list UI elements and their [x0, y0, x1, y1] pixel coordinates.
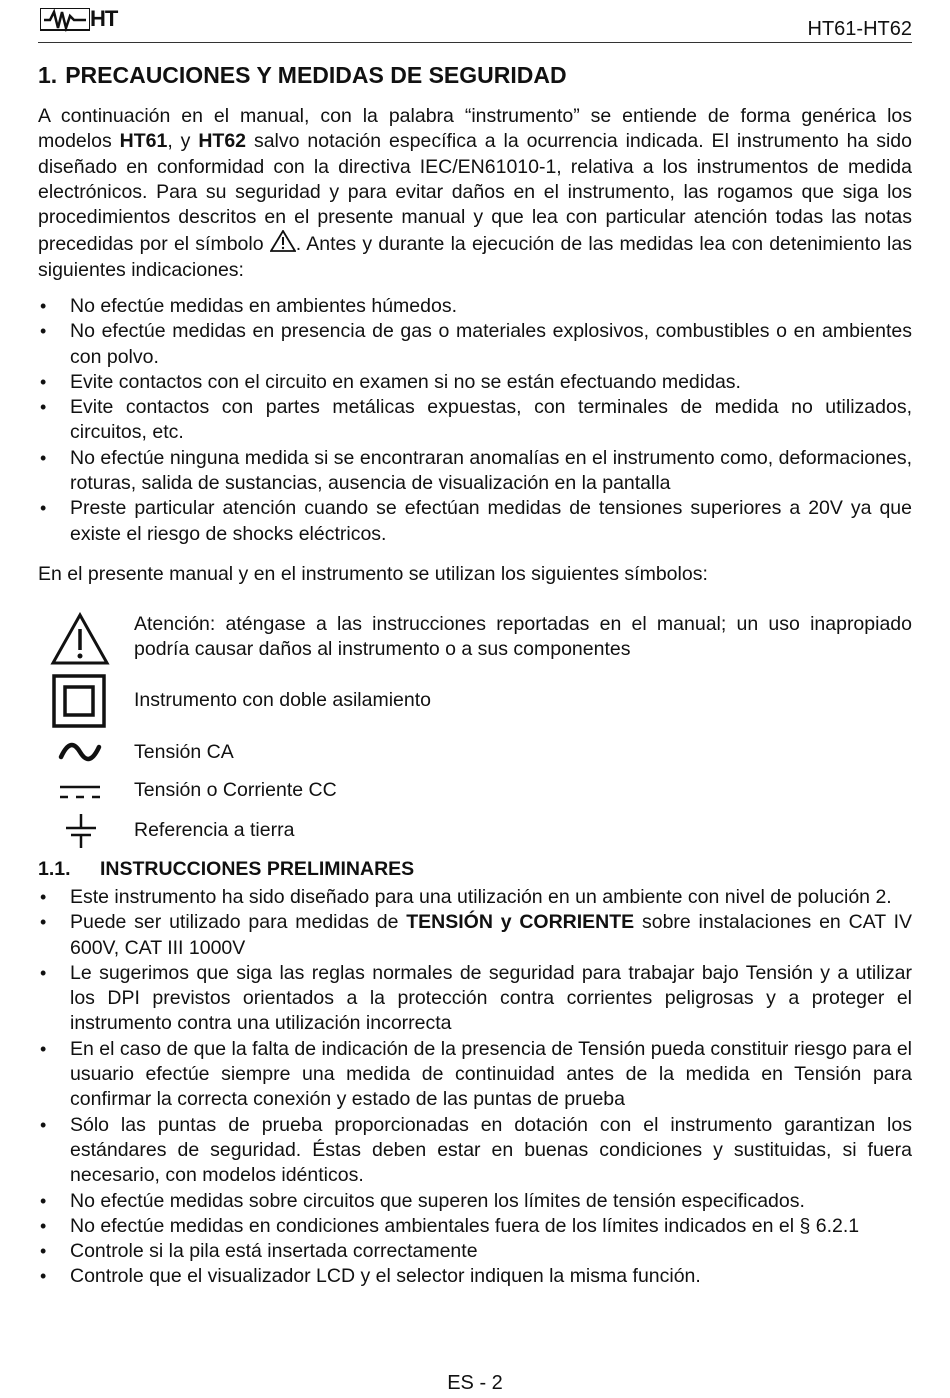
- list-item: • Le sugerimos que siga las reglas normales de seguridad para trabajar bajo Tensión y a utilizar los DPI previstos orientados a la protección contra corrientes peligrosas y a proteger el instrumento contra una utilización incorrecta: [40, 961, 912, 1035]
- intro-text-1: A continuación en el manual, con la palabra “instrumento” se entiende de forma genérica los modelos: [38, 105, 912, 153]
- list-item-text: Controle si la pila está insertada correctamente: [70, 1240, 478, 1263]
- list-item-text: No efectúe medidas en ambientes húmedos.: [70, 295, 457, 317]
- list-item-text: Evite contactos con partes metálicas expuestas, con terminales de medida no utilizados, circuitos, etc.: [70, 396, 912, 444]
- symbol-text: Instrumento con doble asilamiento: [134, 689, 432, 711]
- safety-list: [38, 294, 912, 547]
- list-item-text: Sólo las puntas de prueba proporcionadas en dotación con el instrumento garantizan los estándares de seguridad. Éstas deben estar en buenas condiciones y sustituidas, si fuera necesario, con modelos idénticos.: [70, 1113, 912, 1187]
- double-insulation-icon: [52, 674, 106, 728]
- list-item: • No efectúe medidas en ambientes húmedos.: [40, 295, 457, 317]
- intro-text-3: salvo notación específica a la ocurrencia indicada. El instrumento ha sido diseñado en conformidad con la directiva IEC/EN61010-1, relativa a los instrumentos de medida electrónicos. Para su seguridad y para evitar daños en el instrumento, las rogamos que siga los procedimientos descritos en el presente manual y que lea con particular atención todas las notas precedidas por el símbolo: [38, 130, 912, 256]
- section-title: [38, 62, 567, 89]
- ac-voltage-icon: [58, 740, 102, 764]
- list-item: • Evite contactos con el circuito en examen si no se están efectuando medidas.: [40, 370, 741, 393]
- inline-warning-icon: [270, 230, 296, 252]
- list-item-text: En el caso de que la falta de indicación de la presencia de Tensión pueda constituir riesgo para el usuario efectúe siempre una medida de continuidad antes de la medida en Tensión para confirmar la correcta conexión y estado de las puntas de prueba: [70, 1037, 912, 1111]
- list-item-text: Puede ser utilizado para medidas de: [70, 911, 407, 934]
- symbol-text: Atención: aténgase a las instrucciones reportadas en el manual; un uso inapropiado podría causar daños al instrumento o a sus componentes: [134, 613, 912, 661]
- list-item-text: Este instrumento ha sido diseñado para una utilización en un ambiente con nivel de polución 2.: [70, 886, 892, 908]
- symbol-text: Tensión o Corriente CC: [134, 779, 337, 801]
- list-item-text: Le sugerimos que siga las reglas normales de seguridad para trabajar bajo Tensión y a utilizar los DPI previstos orientados a la protección contra corrientes peligrosas y a proteger el instrumento contra una utilización incorrecta: [70, 961, 912, 1035]
- list-item: • En el caso de que la falta de indicación de la presencia de Tensión pueda constituir riesgo para el usuario efectúe siempre una medida de continuidad antes de la medida en Tensión para confirmar la correcta conexión y estado de las puntas de prueba: [40, 1037, 912, 1111]
- list-item-text: No efectúe medidas en presencia de gas o materiales explosivos, combustibles o en ambientes con polvo.: [70, 320, 912, 368]
- warning-triangle-icon: [50, 612, 110, 666]
- ground-icon: [64, 814, 98, 850]
- symbol-text: Referencia a tierra: [134, 819, 295, 841]
- logo-text: HT: [90, 6, 118, 31]
- list-item: • No efectúe medidas sobre circuitos que superen los límites de tensión especificados.: [40, 1189, 805, 1212]
- ht-logo: [40, 6, 130, 30]
- subsection-number: 1.1.: [38, 858, 71, 880]
- page-number: ES - 2: [447, 1372, 503, 1394]
- list-item-text: sobre instalaciones en CAT IV 600V, CAT III 1000V: [70, 911, 912, 959]
- dc-voltage-icon: [60, 782, 100, 802]
- list-item: • Evite contactos con partes metálicas expuestas, con terminales de medida no utilizados, circuitos, etc.: [40, 396, 912, 444]
- list-item-bold: TENSIÓN y CORRIENTE: [406, 911, 635, 934]
- list-item: • Puede ser utilizado para medidas de TENSIÓN y CORRIENTE sobre instalaciones en CAT IV 600V, CAT III 1000V: [40, 911, 912, 959]
- list-item-text: Controle que el visualizador LCD y el selector indiquen la misma función.: [70, 1265, 701, 1288]
- intro-text-4: . Antes y durante la ejecución de las medidas lea con detenimiento las siguientes indicaciones:: [38, 233, 912, 281]
- intro-paragraph: [38, 104, 912, 283]
- list-item-text: Evite contactos con el circuito en examen si no se están efectuando medidas.: [70, 370, 741, 393]
- model-ht62: HT62: [198, 130, 247, 153]
- list-item: • Preste particular atención cuando se efectúan medidas de tensiones superiores a 20V ya que existe el riesgo de shocks eléctricos.: [40, 497, 912, 545]
- intro-text-2: , y: [167, 130, 199, 153]
- model-ht61: HT61: [119, 130, 168, 153]
- list-item-text: No efectúe medidas sobre circuitos que superen los límites de tensión especificados.: [70, 1189, 805, 1212]
- list-item: • Este instrumento ha sido diseñado para una utilización en un ambiente con nivel de polución 2.: [40, 886, 892, 908]
- list-item-text: No efectúe medidas en condiciones ambientales fuera de los límites indicados en el § 6.2.1: [70, 1214, 860, 1237]
- preliminary-list: [38, 885, 912, 1290]
- list-item: • Controle que el visualizador LCD y el selector indiquen la misma función.: [40, 1265, 701, 1288]
- logo-wave-icon: [40, 8, 90, 32]
- section-number: 1.: [38, 62, 58, 88]
- list-item: • No efectúe ninguna medida si se encontraran anomalías en el instrumento como, deformaciones, roturas, salida de sustancias, ausencia de visualización en la pantalla: [40, 446, 912, 495]
- subsection-title-text: INSTRUCCIONES PRELIMINARES: [100, 858, 415, 880]
- symbols-intro: En el presente manual y en el instrumento se utilizan los siguientes símbolos:: [38, 563, 708, 585]
- page-header: [38, 4, 912, 43]
- list-item: • Sólo las puntas de prueba proporcionadas en dotación con el instrumento garantizan los estándares de seguridad. Éstas deben estar en buenas condiciones y sustituidas, si fuera necesario, con modelos idénticos.: [40, 1113, 912, 1187]
- list-item: • No efectúe medidas en presencia de gas o materiales explosivos, combustibles o en ambientes con polvo.: [40, 320, 912, 368]
- list-item-text: No efectúe ninguna medida si se encontraran anomalías en el instrumento como, deformaciones, roturas, salida de sustancias, ausencia de visualización en la pantalla: [70, 446, 912, 495]
- subsection-title: [38, 858, 414, 881]
- list-item: • Controle si la pila está insertada correctamente: [40, 1240, 478, 1263]
- model-label: HT61-HT62: [807, 18, 912, 40]
- section-title-text: PRECAUCIONES Y MEDIDAS DE SEGURIDAD: [65, 62, 567, 88]
- symbol-text: Tensión CA: [134, 741, 234, 763]
- list-item: • No efectúe medidas en condiciones ambientales fuera de los límites indicados en el § 6.2.1: [40, 1214, 860, 1237]
- list-item-text: Preste particular atención cuando se efectúan medidas de tensiones superiores a 20V ya que existe el riesgo de shocks eléctricos.: [70, 497, 912, 545]
